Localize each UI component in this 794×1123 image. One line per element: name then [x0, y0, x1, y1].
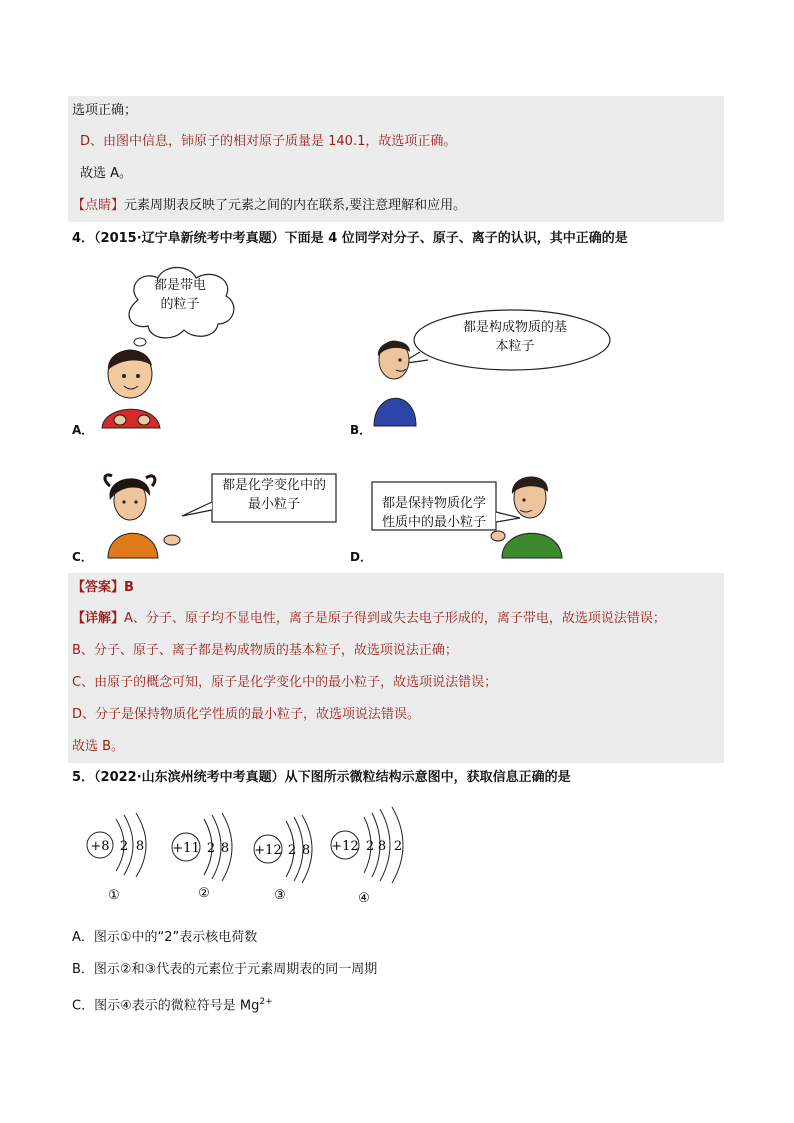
detail-line-c: C、由原子的概念可知，原子是化学变化中的最小粒子，故选项说法错误； [72, 675, 498, 690]
option-a-bubble-text [140, 276, 220, 314]
answer-value: B [124, 580, 134, 595]
analysis-line-1: 选项正确； [72, 103, 138, 118]
atom-1-shell-1: 2 [119, 839, 129, 854]
atom-1 [87, 813, 146, 903]
question-5-option-a: A．图示①中的“2”表示核电荷数 [72, 930, 258, 945]
question-4-stem: 4．（2015·辽宁阜新统考中考真题）下面是 4 位同学对分子、原子、离子的认识，其中正确的是 [72, 231, 628, 246]
option-c-text: C．图示④表示的微粒符号是 Mg [72, 998, 260, 1014]
atom-4 [331, 807, 403, 906]
option-c-bubble-line-1: 都是化学变化中的 [221, 478, 326, 493]
question-5-option-b: B．图示②和③代表的元素位于元素周期表的同一周期 [72, 962, 378, 977]
answer-tag: 【答案】 [72, 580, 125, 595]
atom-1-label: ① [108, 888, 120, 903]
option-b-bubble-line-2: 本粒子 [495, 339, 535, 354]
atom-3-nucleus: +12 [254, 843, 282, 858]
atom-3-shell-2: 8 [301, 843, 311, 858]
option-a-bubble-line-2: 的粒子 [160, 297, 200, 312]
atom-1-shell-2: 8 [135, 839, 145, 854]
question-5-stem: 5．（2022·山东滨州统考中考真题）从下图所示微粒结构示意图中，获取信息正确的是 [72, 770, 571, 785]
atom-1-nucleus: +8 [90, 839, 110, 854]
analysis-line-2: D、由图中信息，铈原子的相对原子质量是 140.1，故选项正确。 [80, 134, 457, 149]
option-d-bubble-line-2: 性质中的最小粒子 [381, 515, 486, 530]
question-5-option-c [72, 992, 273, 1016]
option-c-label: C． [72, 550, 93, 564]
atom-3-label: ③ [274, 888, 286, 903]
atom-3 [254, 815, 312, 903]
option-c-superscript: 2+ [259, 997, 273, 1007]
atom-4-nucleus: +12 [331, 839, 359, 854]
detail-tag: 【详解】 [72, 611, 125, 626]
atom-4-shell-3: 2 [393, 839, 403, 854]
option-a-bubble-line-1: 都是带电 [153, 278, 206, 293]
answer-block-shade [68, 573, 724, 763]
detail-text-a: A、分子、原子均不显电性，离子是原子得到或失去电子形成的，离子带电，故选项说法错误； [124, 611, 666, 626]
detail-final: 故选 B。 [72, 739, 125, 754]
atom-2-label: ② [198, 886, 210, 901]
atom-2-nucleus: +11 [172, 841, 200, 856]
answer-line [72, 578, 134, 598]
tip-text: 元素周期表反映了元素之间的内在联系,要注意理解和应用。 [124, 198, 467, 213]
atom-4-shell-1: 2 [365, 839, 375, 854]
option-d-bubble-line-1: 都是保持物质化学 [381, 496, 486, 511]
detail-line-a [72, 609, 666, 629]
analysis-line-4 [72, 196, 466, 216]
option-d-bubble-text [372, 494, 496, 532]
atom-3-shell-1: 2 [287, 843, 297, 858]
option-a-label: A． [72, 423, 94, 437]
option-c-bubble-line-2: 最小粒子 [247, 497, 300, 512]
option-b-bubble-text [440, 318, 590, 356]
analysis-line-3: 故选 A。 [80, 166, 133, 181]
option-b-bubble-line-1: 都是构成物质的基 [462, 320, 567, 335]
atom-4-label: ④ [358, 891, 370, 906]
atom-2-shell-1: 2 [206, 841, 216, 856]
option-b-label: B． [350, 423, 372, 437]
tip-tag: 【点睛】 [72, 198, 125, 213]
detail-line-d: D、分子是保持物质化学性质的最小粒子，故选项说法错误。 [72, 707, 421, 722]
atom-2 [172, 813, 232, 901]
option-d-label: D． [350, 550, 372, 564]
atom-diagrams [80, 805, 420, 915]
atom-4-shell-2: 8 [377, 839, 387, 854]
option-c-bubble-text [212, 476, 336, 514]
atom-2-shell-2: 8 [220, 841, 230, 856]
detail-line-b: B、分子、原子、离子都是构成物质的基本粒子，故选项说法正确； [72, 643, 458, 658]
